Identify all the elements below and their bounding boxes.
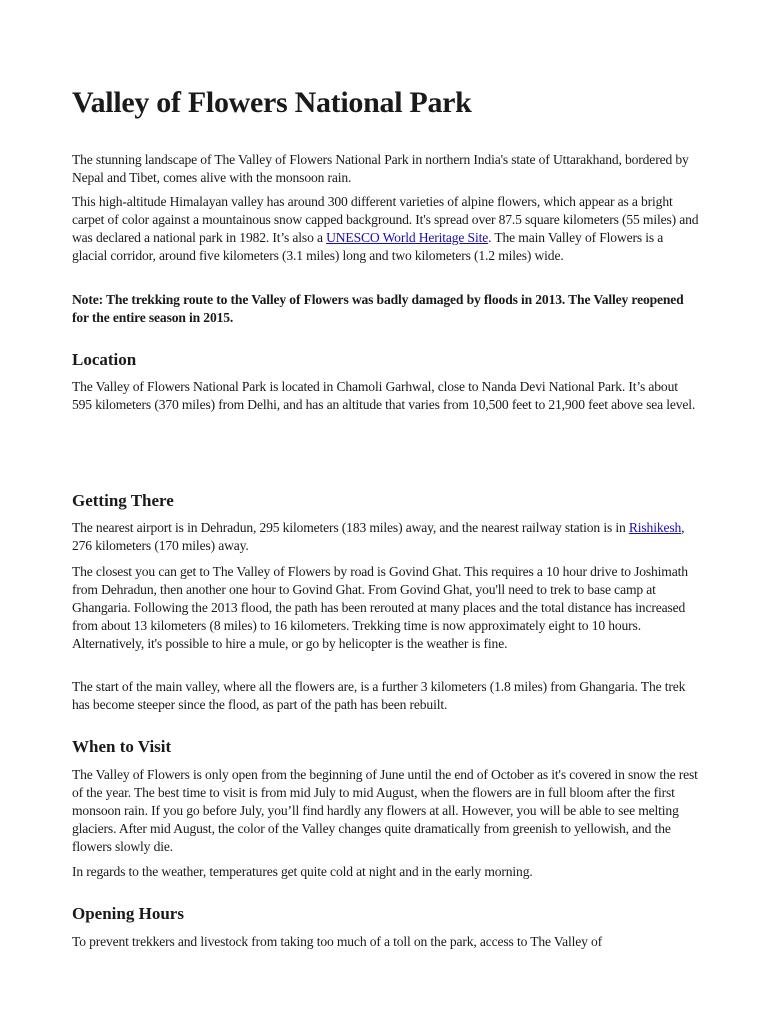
location-heading: Location (72, 350, 137, 369)
opening-hours-body (72, 933, 700, 951)
when-to-visit-heading: When to Visit (72, 737, 172, 756)
note-section (72, 291, 700, 327)
unesco-link[interactable]: UNESCO World Heritage Site (326, 230, 489, 245)
when-to-visit-body-1 (72, 766, 700, 856)
when-to-visit-paragraph-2: In regards to the weather, temperatures get quite cold at night and in the early morning. (72, 864, 533, 879)
getting-there-section (72, 490, 700, 512)
getting-there-heading: Getting There (72, 491, 174, 510)
intro-paragraph-2 (72, 193, 700, 265)
opening-hours-paragraph: To prevent trekkers and livestock from taking too much of a toll on the park, access to The Valley of (72, 934, 603, 949)
intro-section-2 (72, 193, 700, 265)
page-title: Valley of Flowers National Park (72, 86, 472, 119)
railway-text: , 276 kilometers (170 miles) away. (72, 520, 685, 553)
getting-there-paragraph-2: The closest you can get to The Valley of Flowers by road is Govind Ghat. This requires a 10 hour drive to Joshimath from Dehradun, then another one hour to Govind Ghat. From Govind Ghat, you'll need to trek to base camp at Ghangaria. Following the 2013 flood, the path has been rerouted at many places and the total distance has increased from about 13 kilometers (8 miles) to 16 kilometers. Trekking time is now approximately eight to 10 hours. Alternatively, it's possible to hire a mule, or go by helicopter is the weather is fine. (72, 564, 688, 651)
flood-note: Note: The trekking route to the Valley of Flowers was badly damaged by floods in 2013. The Valley reopened for the entire season in 2015. (72, 292, 684, 325)
intro-text-after-link: . The main Valley of Flowers is a glacial corridor, around five kilometers (3.1 miles) long and two kilometers (1.2 miles) wide. (72, 230, 664, 263)
when-to-visit-section (72, 736, 700, 758)
intro-paragraph-1: The stunning landscape of The Valley of Flowers National Park in northern India's state of Uttarakhand, bordered by Nepal and Tibet, comes alive with the monsoon rain. (72, 152, 689, 185)
when-to-visit-body-2 (72, 863, 700, 881)
airport-text: The nearest airport is in Dehradun, 295 kilometers (183 miles) away, and the nearest railway station is in (72, 520, 629, 535)
getting-there-body-1 (72, 519, 700, 555)
getting-there-paragraph-1 (72, 519, 700, 555)
intro-section (72, 151, 700, 187)
opening-hours-heading: Opening Hours (72, 904, 184, 923)
intro-text-before-link: This high-altitude Himalayan valley has around 300 different varieties of alpine flowers, which appear as a bright carpet of color against a mountainous snow capped background. It's spread over 87.5 square kilometers (55 miles) and was declared a national park in 1982. It’s also a (72, 194, 699, 245)
opening-hours-section (72, 903, 700, 925)
rishikesh-link[interactable]: Rishikesh (628, 520, 682, 535)
when-to-visit-paragraph-1: The Valley of Flowers is only open from the beginning of June until the end of October as it's covered in snow the rest of the year. The best time to visit is from mid July to mid August, when the flowers are in full bloom after the first monsoon rain. If you go before July, you’ll find hardly any flowers at all. However, you will be able to see melting glaciers. After mid August, the color of the Valley changes quite dramatically from greenish to yellowish, and the flowers slowly die. (72, 767, 698, 854)
location-paragraph: The Valley of Flowers National Park is located in Chamoli Garhwal, close to Nanda Devi National Park. It’s about 595 kilometers (370 miles) from Delhi, and has an altitude that varies from 10,500 feet to 21,900 feet above sea level. (72, 379, 696, 412)
getting-there-body-2 (72, 563, 700, 653)
location-section (72, 349, 700, 371)
location-body (72, 378, 700, 414)
getting-there-body-3 (72, 678, 700, 714)
getting-there-paragraph-3: The start of the main valley, where all the flowers are, is a further 3 kilometers (1.8 miles) from Ghangaria. The trek has become steeper since the flood, as part of the path has been rebuilt. (72, 679, 686, 712)
